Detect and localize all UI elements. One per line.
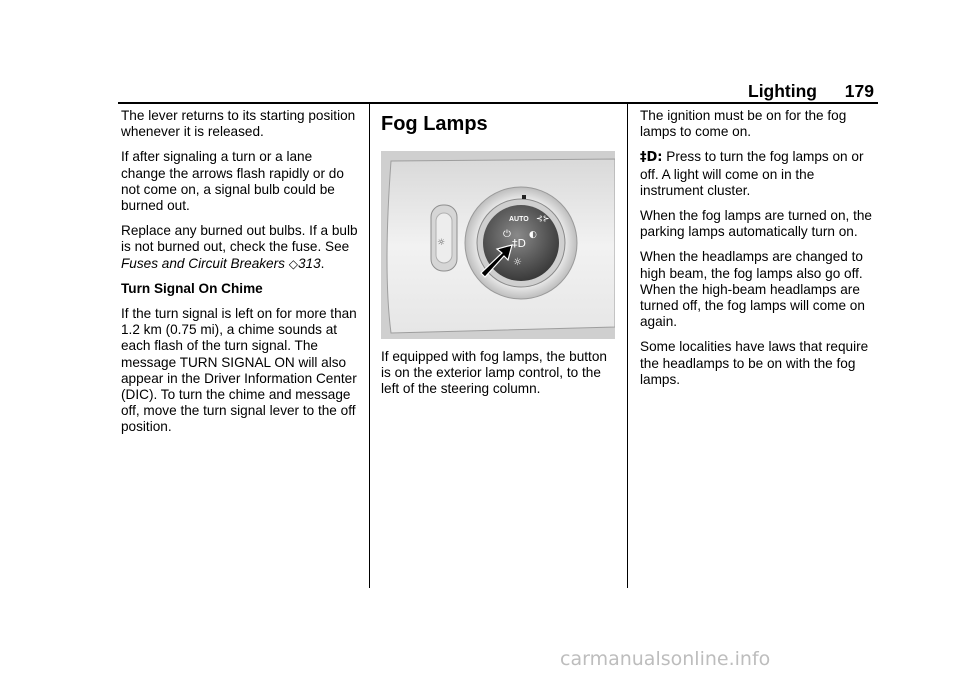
header-rule <box>118 102 878 104</box>
paragraph: When the headlamps are changed to high beam, the fog lamps also go off. When the high-beam headlamps are turned off, the fog lamps will come on again. <box>640 249 865 330</box>
figure-caption: If equipped with fog lamps, the button is on the exterior lamp control, to the left of the steering column. <box>381 349 607 397</box>
punctuation: . <box>320 255 325 271</box>
paragraph: Some localities have laws that require the headlamps to be on with the fog lamps. <box>640 339 869 387</box>
paragraph-text: Replace any burned out bulbs. If a bulb is not burned out, check the fuse. See <box>121 223 358 255</box>
section-title-header: Lighting <box>748 81 818 101</box>
fog-lamp-button-icon[interactable]: ‡D <box>512 237 526 250</box>
parking-lamp-icon: ⊰⊱ <box>536 214 550 223</box>
reference-page-number[interactable]: 313 <box>297 255 321 271</box>
paragraph: The ignition must be on for the fog lamps to come on. <box>640 108 847 140</box>
fog-lamps-title: Fog Lamps <box>381 113 488 135</box>
fog-lamp-icon: ‡D <box>640 150 658 166</box>
paragraph: If after signaling a turn or a lane change the arrows flash rapidly or do not come on, a signal bulb could be burned out. <box>121 149 344 214</box>
headlamp-icon: ◐ <box>529 230 537 240</box>
auto-label: AUTO <box>509 216 529 223</box>
column-one <box>121 108 359 445</box>
knob-indicator-mark <box>522 195 526 199</box>
paragraph: The lever returns to its starting position whenever it is released. <box>121 108 356 140</box>
subheading: Turn Signal On Chime <box>121 280 263 296</box>
paragraph-with-reference <box>121 223 359 272</box>
column-divider-left <box>369 104 370 588</box>
page-number: 179 <box>844 81 874 101</box>
paragraph: If the turn signal is left on for more than 1.2 km (0.75 mi), a chime sounds at each flash of the turn signal. The message TURN SIGNAL ON will also appear in the Driver Information Center (DIC). To turn the chime and message off, move the turn signal lever to the off position. <box>121 306 357 435</box>
dimmer-icon: ☼ <box>437 238 446 248</box>
watermark: carmanualsonline.info <box>560 648 771 670</box>
colon: : <box>657 150 663 166</box>
exterior-lamp-control-figure <box>381 151 615 339</box>
off-power-icon: ⏻ <box>503 229 511 240</box>
instrument-lighting-icon: ☼ <box>513 257 522 268</box>
paragraph-text: Press to turn the fog lamps on or off. A light will come on in the instrument cluster. <box>640 149 864 198</box>
column-divider-right <box>627 104 628 588</box>
page-header <box>716 81 876 103</box>
page-reference-icon: ◇ <box>288 256 298 271</box>
paragraph: When the fog lamps are turned on, the parking lamps automatically turn on. <box>640 208 872 240</box>
fog-lamp-instruction <box>640 149 878 199</box>
column-three <box>640 108 878 397</box>
column-two <box>381 108 617 407</box>
fuses-reference-link[interactable]: Fuses and Circuit Breakers <box>121 255 285 271</box>
